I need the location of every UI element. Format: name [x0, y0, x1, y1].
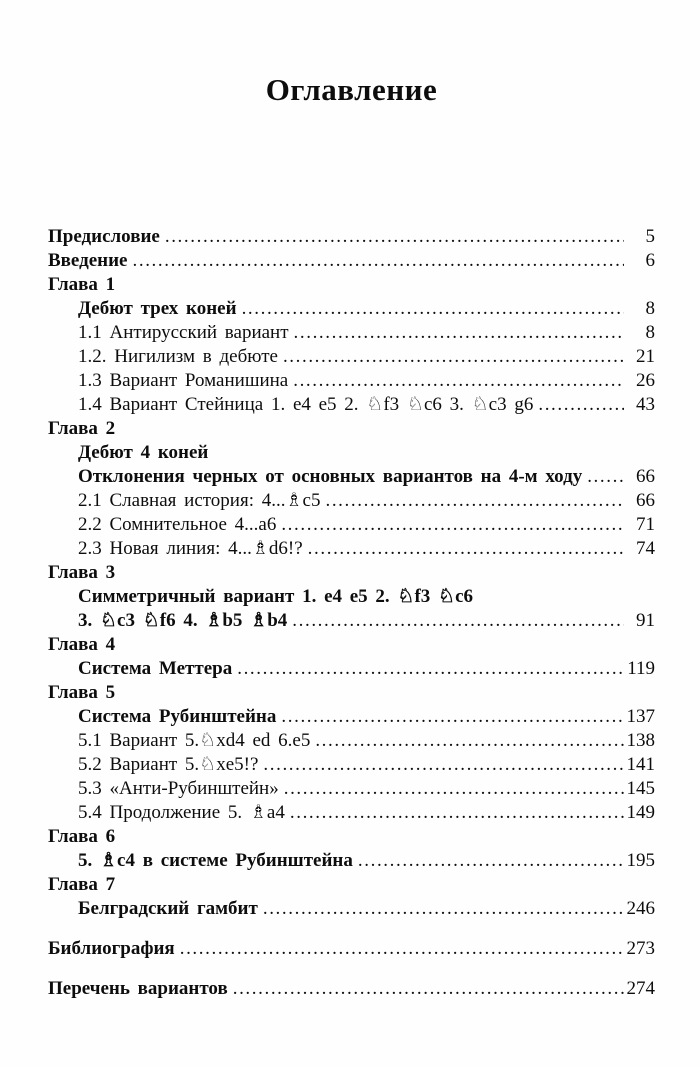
toc-entry-label: Белградский гамбит — [78, 898, 258, 919]
toc-entry — [48, 633, 655, 657]
toc-entry-label: Система Меттера — [78, 658, 233, 679]
dot-leader — [294, 321, 624, 345]
toc-entry-label: 5.1 Вариант 5.♘xd4 ed 6.e5 — [78, 730, 311, 751]
toc-entry-page: 145 — [626, 778, 655, 799]
toc-entry — [48, 297, 655, 321]
toc-entry-label: Глава 5 — [48, 682, 116, 703]
page-title: Оглавление — [265, 72, 438, 107]
toc-entry-page: 119 — [627, 658, 655, 679]
toc-entry-page: 71 — [636, 514, 655, 535]
toc-entry — [48, 801, 655, 825]
toc-entry — [48, 465, 655, 489]
toc-entry — [48, 873, 655, 897]
toc-entry — [48, 777, 655, 801]
toc-entry-label: Глава 1 — [48, 274, 116, 295]
toc-entry-page: 274 — [626, 978, 655, 999]
toc-entry-label: 3. ♘c3 ♘f6 4. ♗b5 ♗b4 — [78, 610, 288, 631]
dot-leader — [292, 609, 624, 633]
toc-entry-label: Отклонения черных от основных вариантов на 4-м ходу — [78, 466, 583, 487]
dot-leader — [290, 801, 624, 825]
toc-entry — [48, 393, 655, 417]
toc-entry — [48, 585, 655, 609]
toc-entry-page: 195 — [626, 850, 655, 871]
toc-entry-label: 5.3 «Анти-Рубинштейн» — [78, 778, 279, 799]
toc-entry-label: Глава 3 — [48, 562, 116, 583]
dot-leader — [281, 513, 624, 537]
dot-leader — [133, 249, 625, 273]
toc-entry — [48, 753, 655, 777]
toc-entry-label: Дебют трех коней — [78, 298, 237, 319]
toc-entry — [48, 321, 655, 345]
toc-entry-label: Система Рубинштейна — [78, 706, 277, 727]
dot-leader — [281, 705, 623, 729]
dot-leader — [180, 937, 624, 961]
toc-entry-page: 6 — [645, 250, 655, 271]
toc-entry — [48, 441, 655, 465]
toc-entry-page: 66 — [636, 466, 655, 487]
dot-leader — [587, 465, 624, 489]
toc-entry — [48, 825, 655, 849]
toc-entry — [48, 897, 655, 921]
toc-entry-label: Симметричный вариант 1. e4 e5 2. ♘f3 ♘c6 — [78, 586, 474, 607]
dot-leader — [233, 977, 624, 1001]
toc-entry-label: 2.1 Славная история: 4...♗c5 — [78, 490, 321, 511]
dot-leader — [263, 897, 624, 921]
dot-leader — [283, 345, 624, 369]
toc-entry-label: 5.4 Продолжение 5. ♗a4 — [78, 802, 285, 823]
dot-leader — [538, 393, 624, 417]
toc-entry-page: 137 — [626, 706, 655, 727]
toc-entry — [48, 681, 655, 705]
toc-entry — [48, 225, 655, 249]
toc-entry-label: 5. ♗c4 в системе Рубинштейна — [78, 850, 353, 871]
table-of-contents — [48, 225, 655, 1001]
toc-entry — [48, 345, 655, 369]
toc-entry — [48, 849, 655, 873]
dot-leader — [325, 489, 624, 513]
dot-leader — [263, 753, 623, 777]
toc-entry-label: Перечень вариантов — [48, 978, 228, 999]
toc-entry-label: 2.3 Новая линия: 4...♗d6!? — [78, 538, 303, 559]
toc-entry-label: Библиография — [48, 938, 175, 959]
toc-entry — [48, 977, 655, 1001]
dot-leader — [165, 225, 624, 249]
toc-entry — [48, 937, 655, 961]
toc-entry-page: 43 — [636, 394, 655, 415]
toc-entry-page: 246 — [626, 898, 655, 919]
toc-entry — [48, 417, 655, 441]
toc-entry-label: Глава 6 — [48, 826, 116, 847]
toc-entry — [48, 369, 655, 393]
toc-entry-label: 5.2 Вариант 5.♘xe5!? — [78, 754, 259, 775]
dot-leader — [358, 849, 624, 873]
toc-entry — [48, 561, 655, 585]
toc-entry — [48, 537, 655, 561]
toc-entry-page: 21 — [636, 346, 655, 367]
toc-entry-page: 141 — [626, 754, 655, 775]
toc-entry — [48, 249, 655, 273]
toc-entry-label: 1.2. Нигилизм в дебюте — [78, 346, 278, 367]
toc-entry-label: 1.1 Антирусский вариант — [78, 322, 289, 343]
toc-entry-page: 149 — [626, 802, 655, 823]
toc-entry-label: 1.4 Вариант Стейница 1. e4 e5 2. ♘f3 ♘c6 3. ♘c3 g6 — [78, 394, 534, 415]
toc-entry-page: 74 — [636, 538, 655, 559]
toc-entry-page: 138 — [626, 730, 655, 751]
toc-entry-page: 8 — [645, 322, 655, 343]
dot-leader — [308, 537, 624, 561]
toc-entry — [48, 489, 655, 513]
toc-entry-page: 26 — [636, 370, 655, 391]
toc-entry-page: 66 — [636, 490, 655, 511]
dot-leader — [315, 729, 623, 753]
toc-entry — [48, 609, 655, 633]
toc-entry-label: Глава 7 — [48, 874, 116, 895]
toc-entry-label: Введение — [48, 250, 128, 271]
toc-entry — [48, 657, 655, 681]
toc-entry-page: 5 — [645, 226, 655, 247]
toc-entry — [48, 705, 655, 729]
toc-entry — [48, 513, 655, 537]
toc-entry-label: 1.3 Вариант Романишина — [78, 370, 289, 391]
toc-entry-label: Глава 4 — [48, 634, 116, 655]
toc-entry — [48, 273, 655, 297]
dot-leader — [237, 657, 624, 681]
dot-leader — [284, 777, 624, 801]
toc-entry-page: 8 — [645, 298, 655, 319]
toc-entry-label: Глава 2 — [48, 418, 116, 439]
toc-entry — [48, 729, 655, 753]
dot-leader — [242, 297, 624, 321]
dot-leader — [293, 369, 624, 393]
toc-entry-page: 273 — [626, 938, 655, 959]
toc-entry-label: Дебют 4 коней — [78, 442, 209, 463]
toc-entry-label: Предисловие — [48, 226, 160, 247]
toc-entry-page: 91 — [636, 610, 655, 631]
toc-entry-label: 2.2 Сомнительное 4...a6 — [78, 514, 277, 535]
